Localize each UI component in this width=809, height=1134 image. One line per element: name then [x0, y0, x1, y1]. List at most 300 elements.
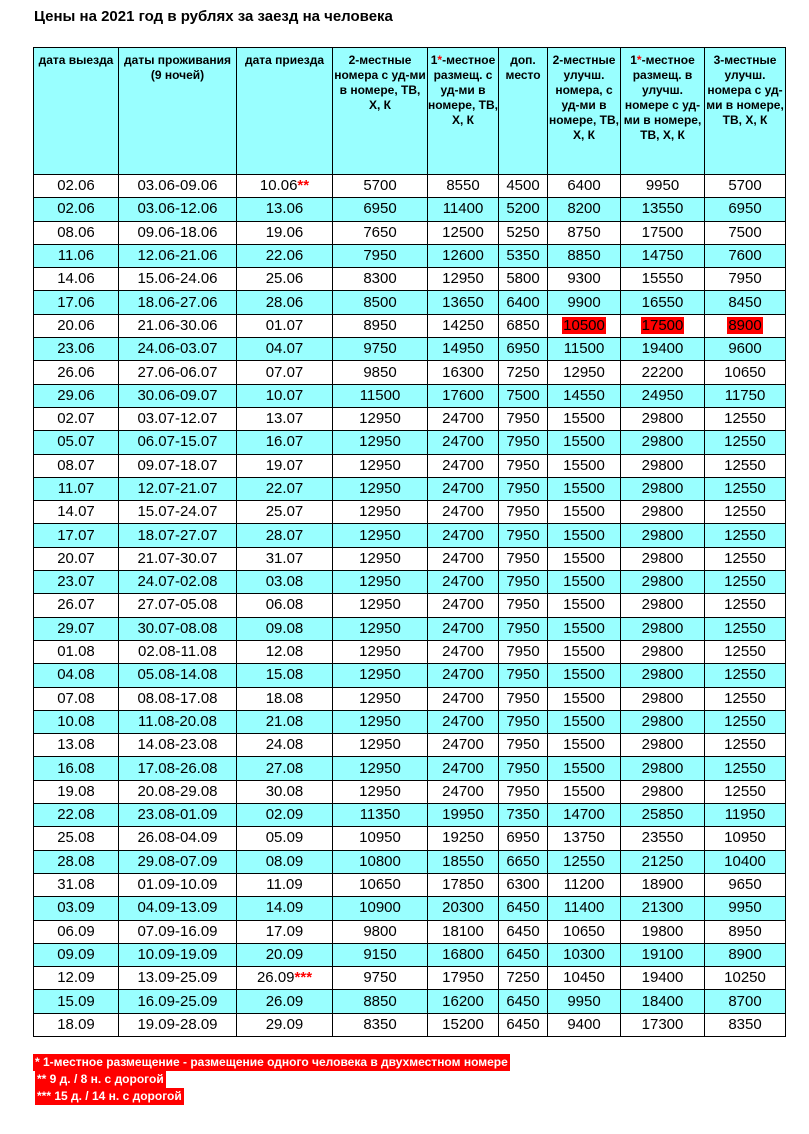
table-cell: 08.06 — [34, 221, 119, 244]
table-cell: 7950 — [499, 687, 548, 710]
table-cell: 10950 — [333, 827, 428, 850]
table-cell: 21.07-30.07 — [119, 547, 237, 570]
table-cell: 12550 — [705, 734, 786, 757]
table-row — [34, 244, 786, 267]
table-cell: 7950 — [499, 477, 548, 500]
table-cell: 17.09 — [237, 920, 333, 943]
table-cell: 29800 — [621, 594, 705, 617]
column-header-3: дата приезда — [237, 48, 333, 175]
table-cell: 03.08 — [237, 571, 333, 594]
table-cell: 17.08-26.08 — [119, 757, 237, 780]
table-cell: 15500 — [548, 594, 621, 617]
table-cell: 29800 — [621, 524, 705, 547]
table-cell: 19.09-28.09 — [119, 1013, 237, 1036]
table-cell: 19800 — [621, 920, 705, 943]
table-cell: 6450 — [499, 990, 548, 1013]
table-cell: 6950 — [705, 198, 786, 221]
table-cell: 9950 — [621, 175, 705, 198]
table-cell: 24700 — [428, 431, 499, 454]
table-cell: 5200 — [499, 198, 548, 221]
table-cell: 12550 — [705, 640, 786, 663]
table-cell: 7950 — [499, 734, 548, 757]
table-cell: 13.08 — [34, 734, 119, 757]
table-cell: 12950 — [333, 524, 428, 547]
table-cell: 7950 — [499, 524, 548, 547]
table-cell: 29800 — [621, 571, 705, 594]
table-cell: 15.06-24.06 — [119, 268, 237, 291]
table-cell: 26.06 — [34, 361, 119, 384]
table-cell: 12550 — [705, 571, 786, 594]
table-cell: 24.06-03.07 — [119, 338, 237, 361]
table-row — [34, 804, 786, 827]
table-row — [34, 850, 786, 873]
table-cell: 29800 — [621, 431, 705, 454]
column-header-6: доп. место — [499, 48, 548, 175]
table-cell: 5350 — [499, 244, 548, 267]
table-cell: 24700 — [428, 594, 499, 617]
table-row — [34, 897, 786, 920]
table-cell: 18900 — [621, 873, 705, 896]
table-cell: 16.09-25.09 — [119, 990, 237, 1013]
table-cell: 15500 — [548, 734, 621, 757]
table-cell: 03.07-12.07 — [119, 407, 237, 430]
table-cell: 10950 — [705, 827, 786, 850]
table-cell: 15.08 — [237, 664, 333, 687]
table-cell: 09.06-18.06 — [119, 221, 237, 244]
table-cell: 6300 — [499, 873, 548, 896]
table-cell: 17.07 — [34, 524, 119, 547]
table-cell: 17850 — [428, 873, 499, 896]
column-header-2: даты проживания (9 ночей) — [119, 48, 237, 175]
table-cell: 15500 — [548, 757, 621, 780]
table-cell: 8450 — [705, 291, 786, 314]
table-cell: 12550 — [548, 850, 621, 873]
table-cell: 29800 — [621, 780, 705, 803]
highlighted-price: 8900 — [728, 316, 762, 334]
table-cell: 03.06-09.06 — [119, 175, 237, 198]
table-cell: 31.08 — [34, 873, 119, 896]
table-row — [34, 454, 786, 477]
table-cell: 09.08 — [237, 617, 333, 640]
table-cell: 15500 — [548, 501, 621, 524]
table-cell: 11400 — [428, 198, 499, 221]
table-cell: 14250 — [428, 314, 499, 337]
table-cell: 21300 — [621, 897, 705, 920]
table-cell: 18.06-27.06 — [119, 291, 237, 314]
table-cell: 24700 — [428, 571, 499, 594]
table-cell: 19.08 — [34, 780, 119, 803]
table-cell: 9750 — [333, 338, 428, 361]
table-cell: 01.07 — [237, 314, 333, 337]
column-header-4: 2-местные номера с уд-ми в номере, ТВ, Х, К — [333, 48, 428, 175]
table-cell: 12550 — [705, 780, 786, 803]
table-cell: 29800 — [621, 547, 705, 570]
table-cell: 9900 — [548, 291, 621, 314]
table-row — [34, 524, 786, 547]
table-cell: 30.08 — [237, 780, 333, 803]
table-cell: 12550 — [705, 524, 786, 547]
table-cell: 10650 — [705, 361, 786, 384]
table-cell: 29800 — [621, 710, 705, 733]
table-cell: 15500 — [548, 477, 621, 500]
table-cell: 15500 — [548, 547, 621, 570]
table-cell: 8500 — [333, 291, 428, 314]
table-cell: 28.07 — [237, 524, 333, 547]
table-cell: 8900 — [705, 943, 786, 966]
table-cell: 12950 — [333, 734, 428, 757]
asterisk-mark: * — [437, 53, 443, 67]
footnotes — [33, 1054, 510, 1105]
table-cell: 07.09-16.09 — [119, 920, 237, 943]
table-cell: 8350 — [333, 1013, 428, 1036]
column-header-1: дата выезда — [34, 48, 119, 175]
table-cell: 12950 — [333, 617, 428, 640]
table-cell: 12950 — [333, 664, 428, 687]
table-cell: 12.07-21.07 — [119, 477, 237, 500]
table-cell: 24700 — [428, 664, 499, 687]
table-cell: 04.09-13.09 — [119, 897, 237, 920]
table-cell: 9400 — [548, 1013, 621, 1036]
table-cell: 12550 — [705, 454, 786, 477]
table-cell: 5700 — [333, 175, 428, 198]
table-cell: 21250 — [621, 850, 705, 873]
table-row — [34, 407, 786, 430]
table-cell: 22200 — [621, 361, 705, 384]
table-cell: 17.06 — [34, 291, 119, 314]
table-cell: 7500 — [499, 384, 548, 407]
table-cell: 06.07-15.07 — [119, 431, 237, 454]
table-cell: 26.09 — [237, 990, 333, 1013]
table-cell: 27.08 — [237, 757, 333, 780]
table-cell: 9300 — [548, 268, 621, 291]
table-cell: 20.08-29.08 — [119, 780, 237, 803]
table-cell: 4500 — [499, 175, 548, 198]
table-cell: 17950 — [428, 967, 499, 990]
footnote-mark: ** — [297, 177, 310, 195]
footnote-mark: *** — [294, 969, 313, 987]
table-cell: 29800 — [621, 477, 705, 500]
table-cell: 6650 — [499, 850, 548, 873]
table-cell: 17500 — [621, 221, 705, 244]
table-cell: 24700 — [428, 640, 499, 663]
table-cell: 19400 — [621, 338, 705, 361]
table-cell: 11.08-20.08 — [119, 710, 237, 733]
table-cell: 11400 — [548, 897, 621, 920]
table-cell: 08.08-17.08 — [119, 687, 237, 710]
table-cell: 23.08-01.09 — [119, 804, 237, 827]
table-cell: 19950 — [428, 804, 499, 827]
table-cell: 8350 — [705, 1013, 786, 1036]
table-cell: 25.06 — [237, 268, 333, 291]
table-row — [34, 873, 786, 896]
table-cell: 15500 — [548, 431, 621, 454]
table-cell: 26.07 — [34, 594, 119, 617]
table-row — [34, 990, 786, 1013]
table-row — [34, 920, 786, 943]
table-cell: 7250 — [499, 967, 548, 990]
table-cell: 25.07 — [237, 501, 333, 524]
table-cell: 7350 — [499, 804, 548, 827]
table-cell: 15500 — [548, 780, 621, 803]
table-cell: 7950 — [499, 710, 548, 733]
table-cell: 6400 — [548, 175, 621, 198]
table-cell: 18.07-27.07 — [119, 524, 237, 547]
table-row — [34, 547, 786, 570]
table-cell: 01.09-10.09 — [119, 873, 237, 896]
table-cell: 20.09 — [237, 943, 333, 966]
table-cell: 8950 — [705, 920, 786, 943]
table-cell: 7650 — [333, 221, 428, 244]
table-cell: 10650 — [333, 873, 428, 896]
table-cell: 12950 — [428, 268, 499, 291]
table-row — [34, 291, 786, 314]
table-cell: 24700 — [428, 547, 499, 570]
table-cell: 08.07 — [34, 454, 119, 477]
table-cell: 29800 — [621, 407, 705, 430]
table-cell: 13.07 — [237, 407, 333, 430]
table-cell: 10.08 — [34, 710, 119, 733]
table-cell: 14.06 — [34, 268, 119, 291]
page-title: Цены на 2021 год в рублях за заезд на человека — [34, 8, 393, 25]
table-cell: 21.08 — [237, 710, 333, 733]
table-cell: 29800 — [621, 734, 705, 757]
table-cell: 18.08 — [237, 687, 333, 710]
table-cell: 12550 — [705, 431, 786, 454]
table-row — [34, 967, 786, 990]
table-cell: 15200 — [428, 1013, 499, 1036]
table-row — [34, 617, 786, 640]
table-cell: 24700 — [428, 687, 499, 710]
table-row — [34, 338, 786, 361]
table-cell: 29800 — [621, 617, 705, 640]
table-cell: 29.09 — [237, 1013, 333, 1036]
table-cell: 15.07-24.07 — [119, 501, 237, 524]
table-cell: 24700 — [428, 757, 499, 780]
table-cell: 6450 — [499, 897, 548, 920]
table-cell: 29.07 — [34, 617, 119, 640]
table-cell: 11200 — [548, 873, 621, 896]
table-cell: 05.07 — [34, 431, 119, 454]
table-cell: 14750 — [621, 244, 705, 267]
table-cell: 7950 — [499, 594, 548, 617]
table-cell: 6950 — [499, 827, 548, 850]
column-header-9: 3-местные улучш. номера с уд-ми в номере, ТВ, Х, К — [705, 48, 786, 175]
table-cell: 18400 — [621, 990, 705, 1013]
table-cell: 12950 — [333, 407, 428, 430]
table-cell: 24.08 — [237, 734, 333, 757]
table-cell: 12950 — [333, 687, 428, 710]
table-cell: 14.07 — [34, 501, 119, 524]
table-row — [34, 710, 786, 733]
table-cell: 30.07-08.08 — [119, 617, 237, 640]
table-cell: 16300 — [428, 361, 499, 384]
table-cell: 10450 — [548, 967, 621, 990]
column-header-5: 1*-местное размещ. с уд-ми в номере, ТВ, Х, К — [428, 48, 499, 175]
table-row — [34, 571, 786, 594]
table-cell: 14.08-23.08 — [119, 734, 237, 757]
table-cell: 05.09 — [237, 827, 333, 850]
table-cell: 11.06 — [34, 244, 119, 267]
table-row — [34, 757, 786, 780]
table-row — [34, 198, 786, 221]
table-cell: 16.07 — [237, 431, 333, 454]
table-cell: 25.08 — [34, 827, 119, 850]
table-cell: 02.08-11.08 — [119, 640, 237, 663]
table-cell: 8950 — [333, 314, 428, 337]
table-cell: 24700 — [428, 734, 499, 757]
table-cell: 14700 — [548, 804, 621, 827]
table-row — [34, 221, 786, 244]
table-cell: 29.06 — [34, 384, 119, 407]
table-cell: 17300 — [621, 1013, 705, 1036]
table-cell: 24700 — [428, 710, 499, 733]
table-row — [34, 314, 786, 337]
table-cell: 7950 — [499, 431, 548, 454]
asterisk-mark: * — [636, 53, 642, 67]
table-cell: 06.09 — [34, 920, 119, 943]
table-cell: 15500 — [548, 407, 621, 430]
table-row — [34, 664, 786, 687]
table-cell: 17600 — [428, 384, 499, 407]
table-cell: 04.07 — [237, 338, 333, 361]
table-cell: 12950 — [333, 571, 428, 594]
table-cell: 7950 — [499, 617, 548, 640]
table-cell: 13.09-25.09 — [119, 967, 237, 990]
table-cell: 6850 — [499, 314, 548, 337]
table-cell: 12550 — [705, 594, 786, 617]
table-cell: 03.09 — [34, 897, 119, 920]
table-cell: 24700 — [428, 501, 499, 524]
table-cell: 11350 — [333, 804, 428, 827]
table-cell: 27.06-06.07 — [119, 361, 237, 384]
table-cell: 24950 — [621, 384, 705, 407]
table-cell: 11.09 — [237, 873, 333, 896]
table-cell: 29800 — [621, 501, 705, 524]
table-row — [34, 384, 786, 407]
table-cell: 12950 — [333, 757, 428, 780]
table-cell: 15500 — [548, 454, 621, 477]
table-cell: 25850 — [621, 804, 705, 827]
table-cell: 15500 — [548, 687, 621, 710]
table-cell: 15500 — [548, 640, 621, 663]
table-cell: 13650 — [428, 291, 499, 314]
table-cell: 6450 — [499, 943, 548, 966]
table-cell: 30.06-09.07 — [119, 384, 237, 407]
table-cell: 12950 — [333, 547, 428, 570]
table-row — [34, 361, 786, 384]
table-cell: 12550 — [705, 710, 786, 733]
table-cell: 9750 — [333, 967, 428, 990]
table-cell: 16550 — [621, 291, 705, 314]
table-cell: 7950 — [333, 244, 428, 267]
table-cell: 7950 — [499, 640, 548, 663]
table-cell: 9600 — [705, 338, 786, 361]
table-cell: 11.07 — [34, 477, 119, 500]
table-cell: 09.07-18.07 — [119, 454, 237, 477]
table-cell: 8750 — [548, 221, 621, 244]
table-row — [34, 943, 786, 966]
table-cell: 13750 — [548, 827, 621, 850]
column-header-7: 2-местные улучш. номера, с уд-ми в номере, ТВ, Х, К — [548, 48, 621, 175]
table-cell: 12.08 — [237, 640, 333, 663]
table-cell: 24700 — [428, 780, 499, 803]
table-cell: 15500 — [548, 571, 621, 594]
table-cell: 26.09*** — [237, 967, 333, 990]
table-cell: 19.07 — [237, 454, 333, 477]
table-cell: 9950 — [548, 990, 621, 1013]
table-cell: 8550 — [428, 175, 499, 198]
table-row — [34, 594, 786, 617]
table-cell: 12550 — [705, 664, 786, 687]
table-cell: 12950 — [333, 454, 428, 477]
table-cell: 7950 — [499, 547, 548, 570]
table-cell: 29800 — [621, 757, 705, 780]
table-cell: 28.08 — [34, 850, 119, 873]
table-cell: 15500 — [548, 617, 621, 640]
table-cell: 7950 — [499, 571, 548, 594]
table-row — [34, 268, 786, 291]
table-cell: 16.08 — [34, 757, 119, 780]
table-cell: 9150 — [333, 943, 428, 966]
table-cell: 24700 — [428, 407, 499, 430]
table-cell: 5250 — [499, 221, 548, 244]
table-row — [34, 501, 786, 524]
table-cell: 10.06** — [237, 175, 333, 198]
table-cell: 11950 — [705, 804, 786, 827]
table-cell: 31.07 — [237, 547, 333, 570]
table-cell: 14.09 — [237, 897, 333, 920]
table-cell: 12600 — [428, 244, 499, 267]
table-cell: 21.06-30.06 — [119, 314, 237, 337]
table-cell: 13550 — [621, 198, 705, 221]
table-cell: 12950 — [333, 640, 428, 663]
table-row — [34, 827, 786, 850]
table-cell: 6450 — [499, 1013, 548, 1036]
column-header-8: 1*-местное размещ. в улучш. номере с уд-ми в номере, ТВ, Х, К — [621, 48, 705, 175]
table-cell: 04.08 — [34, 664, 119, 687]
table-cell: 10.07 — [237, 384, 333, 407]
table-cell: 28.06 — [237, 291, 333, 314]
table-cell: 13.06 — [237, 198, 333, 221]
table-cell: 29800 — [621, 454, 705, 477]
table-cell: 7950 — [499, 757, 548, 780]
table-cell: 12950 — [333, 594, 428, 617]
footnote-triple-star: *** 15 д. / 14 н. с дорогой — [37, 1089, 182, 1103]
table-cell: 19250 — [428, 827, 499, 850]
table-row — [34, 780, 786, 803]
table-cell: 02.09 — [237, 804, 333, 827]
table-cell: 29800 — [621, 640, 705, 663]
table-cell: 7950 — [499, 780, 548, 803]
table-row — [34, 687, 786, 710]
table-cell: 12550 — [705, 687, 786, 710]
table-cell: 18.09 — [34, 1013, 119, 1036]
table-cell: 8700 — [705, 990, 786, 1013]
table-cell: 02.07 — [34, 407, 119, 430]
table-row — [34, 734, 786, 757]
table-cell: 11750 — [705, 384, 786, 407]
table-cell: 14550 — [548, 384, 621, 407]
table-cell: 23550 — [621, 827, 705, 850]
table-cell: 7500 — [705, 221, 786, 244]
table-cell: 8850 — [548, 244, 621, 267]
table-row — [34, 1013, 786, 1036]
table-cell: 12950 — [333, 477, 428, 500]
table-cell: 5800 — [499, 268, 548, 291]
table-cell: 07.07 — [237, 361, 333, 384]
table-cell: 14950 — [428, 338, 499, 361]
table-cell: 12500 — [428, 221, 499, 244]
